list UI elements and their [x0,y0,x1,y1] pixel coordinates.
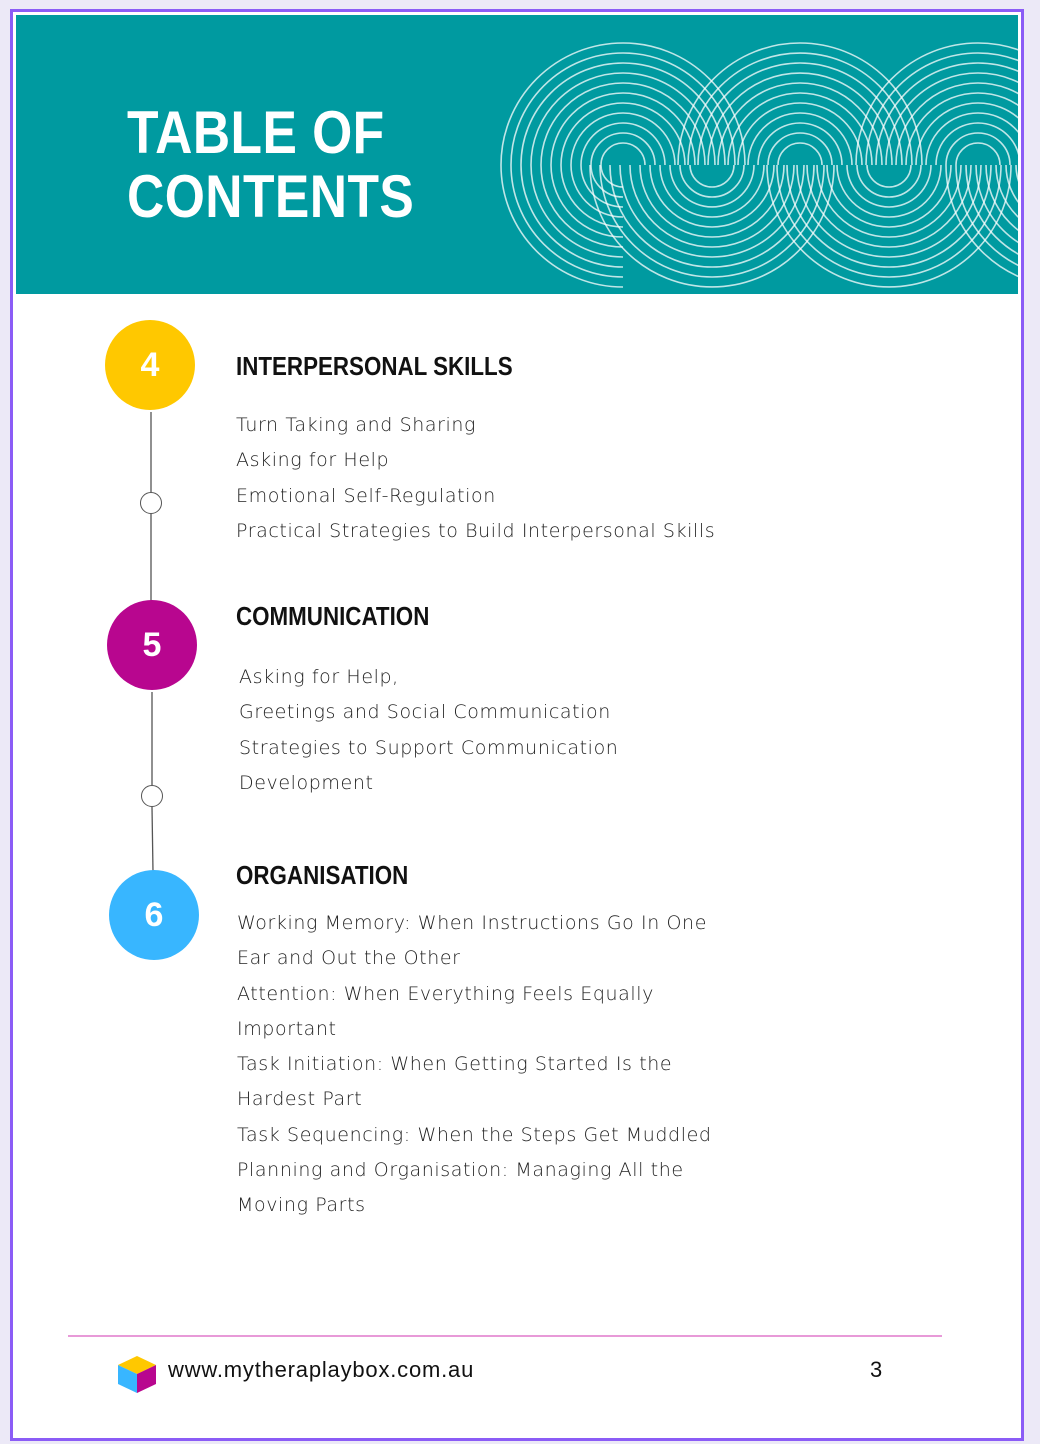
wave-arc [680,165,744,197]
wave-arc [660,165,764,217]
section-6-number-badge [109,870,199,960]
section-title-interpersonal-skills: INTERPERSONAL SKILLS [236,351,513,381]
section-number: 4 [140,345,160,384]
footer-divider [68,1335,942,1337]
page-number: 3 [870,1357,883,1382]
wave-arc [601,143,645,187]
section-6-item-list [237,906,712,1224]
toc-item[interactable]: Planning and Organisation: Managing All the [237,1159,684,1182]
wave-arc [946,133,1010,165]
toc-item[interactable]: Attention: When Everything Feels Equally [237,982,655,1005]
document-page [10,9,1024,1441]
toc-item[interactable]: Important [237,1017,337,1040]
wave-arc [768,133,832,165]
wave-arc [758,123,842,165]
toc-item[interactable]: Greetings and Social Communication [239,701,611,724]
wave-arc [600,165,824,277]
toc-item[interactable]: Task Sequencing: When the Steps Get Muddled [237,1123,712,1146]
timeline-dot [140,492,162,514]
website-url-link[interactable]: www.mytheraplaybox.com.au [168,1357,475,1382]
section-title-organisation: ORGANISATION [236,860,409,890]
wave-arc [590,165,834,287]
toc-item[interactable]: Strategies to Support Communication [239,736,619,759]
header-banner [16,15,1018,294]
wave-arc [531,73,715,257]
wave-arc [748,113,852,165]
wave-arc [670,165,754,207]
wave-arc [847,165,931,207]
toc-item[interactable]: Ear and Out the Other [237,947,461,970]
section-number: 6 [144,895,164,934]
toc-item[interactable]: Task Initiation: When Getting Started Is the [237,1053,673,1076]
page-title [127,101,414,229]
cube-logo-icon [116,1354,158,1394]
section-5-item-list [239,660,618,801]
wave-arc [678,43,922,165]
toc-item[interactable]: Moving Parts [237,1194,366,1217]
wave-arc [561,103,685,227]
toc-item[interactable]: Turn Taking and Sharing [236,414,477,436]
toc-item[interactable]: Emotional Self-Regulation [236,484,496,507]
wave-arc [936,123,1018,165]
toc-item[interactable]: Practical Strategies to Build Interpersonal Skills [236,519,716,542]
section-5-number-badge [107,600,197,690]
wave-arc [1016,165,1018,217]
section-4-number-badge [105,320,195,410]
wave-arc [926,113,1018,165]
toc-item[interactable]: Asking for Help, [239,666,399,688]
section-4-item-list [236,408,715,549]
section-title-communication: COMMUNICATION [236,601,430,631]
wave-arc [690,165,734,187]
wave-arc [956,143,1000,165]
wave-arc [778,143,822,165]
wave-arc [630,165,794,247]
wave-arc [511,53,735,277]
timeline-dot [141,785,163,807]
toc-item[interactable]: Working Memory: When Instructions Go In One [237,912,707,934]
toc-item[interactable]: Hardest Part [237,1088,363,1111]
toc-item[interactable]: Development [239,771,374,794]
wave-arc [688,53,912,165]
wave-arc [857,165,921,197]
section-number: 5 [142,625,162,664]
wave-arc [867,165,911,187]
title-line-2: CONTENTS [127,163,415,230]
toc-item[interactable]: Asking for Help [236,449,390,472]
title-line-1: TABLE OF [127,99,385,166]
wave-arc [837,165,941,217]
